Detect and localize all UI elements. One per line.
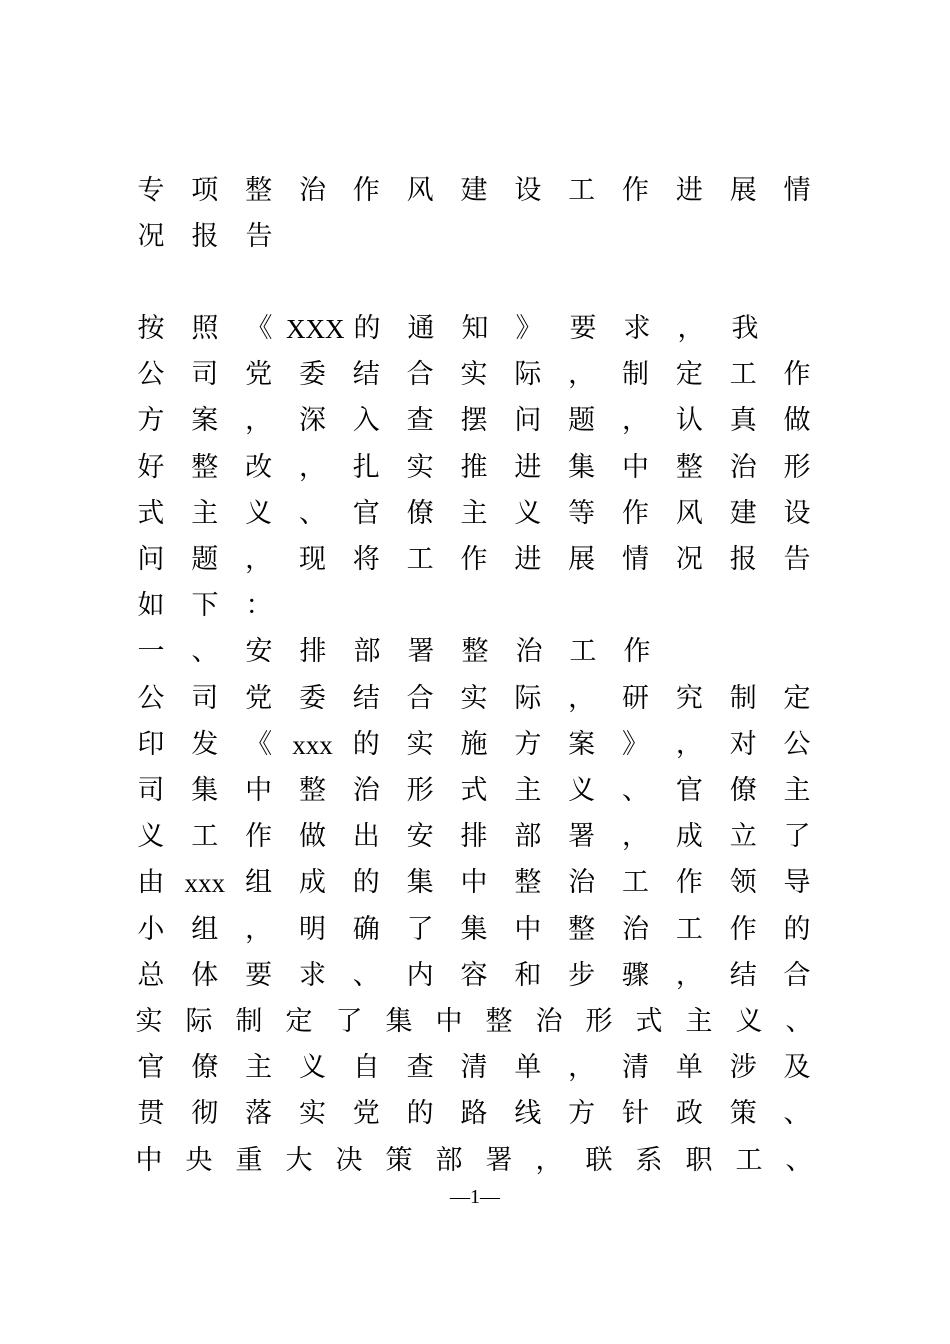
text-glyph: 系 (635, 1144, 663, 1176)
text-glyph: 治 (352, 775, 380, 806)
text-glyph: 成 (298, 867, 326, 899)
title-line (124, 214, 824, 260)
text-glyph: 扎 (352, 451, 380, 483)
text-glyph: 告 (783, 544, 811, 575)
text-glyph: 工 (191, 821, 219, 853)
text-glyph: 实 (406, 728, 434, 760)
text-glyph: 组 (245, 867, 273, 899)
text-glyph: 自 (352, 1052, 380, 1084)
text-glyph: 结 (352, 359, 380, 391)
text-glyph: 真 (729, 405, 757, 437)
text-glyph: 作 (352, 175, 380, 206)
text-glyph: 义 (298, 1052, 326, 1084)
text-glyph: 僚 (729, 775, 757, 806)
text-glyph: 际 (514, 682, 542, 714)
text-glyph: 合 (406, 682, 434, 714)
text-glyph: 发 (191, 728, 219, 760)
text-glyph: 定 (675, 359, 703, 391)
text-glyph: 深 (298, 405, 326, 437)
body-line (124, 814, 824, 860)
text-glyph: 、 (783, 1098, 811, 1130)
text-glyph: 将 (352, 544, 380, 575)
text-glyph: 确 (352, 913, 380, 945)
text-glyph: 工 (735, 1144, 763, 1176)
text-glyph: 排 (460, 821, 488, 853)
text-glyph: 官 (352, 497, 380, 529)
text-glyph: 中 (514, 913, 542, 945)
text-glyph: 单 (514, 1052, 542, 1084)
text-glyph: 官 (675, 775, 703, 806)
text-glyph: 容 (460, 959, 488, 991)
text-glyph: 工 (729, 359, 757, 391)
text-glyph: ， (568, 682, 596, 714)
text-glyph: 展 (568, 544, 596, 575)
text-glyph: 案 (568, 728, 596, 760)
text-glyph: 制 (622, 359, 650, 391)
text-glyph: 委 (298, 682, 326, 714)
text-glyph: 职 (685, 1144, 713, 1176)
text-glyph: 的 (353, 313, 381, 344)
body-line (124, 491, 824, 537)
page-number: —1— (450, 1186, 500, 1208)
text-glyph: 印 (137, 728, 165, 760)
text-glyph: 专 (137, 175, 165, 206)
text-glyph: ， (675, 959, 703, 991)
text-glyph: 作 (623, 636, 651, 668)
text-glyph: 知 (461, 313, 489, 344)
text-glyph: 问 (514, 405, 542, 437)
body-line (124, 1091, 824, 1137)
body-line (124, 537, 824, 583)
text-glyph: 实 (135, 1006, 163, 1037)
body-line (124, 445, 824, 491)
text-glyph: 风 (406, 175, 434, 206)
text-glyph: 设 (783, 497, 811, 529)
text-glyph: 求 (298, 959, 326, 991)
text-glyph: 成 (675, 821, 703, 853)
text-glyph: 的 (406, 1098, 434, 1130)
text-glyph: 际 (514, 359, 542, 391)
text-glyph: 作 (622, 175, 650, 206)
text-glyph: 司 (191, 359, 219, 391)
text-glyph: XXX (286, 314, 345, 344)
text-glyph: 清 (622, 1052, 650, 1084)
text-glyph: 义 (568, 775, 596, 806)
text-glyph: 单 (675, 1052, 703, 1084)
text-glyph: 党 (352, 1098, 380, 1130)
text-glyph: 整 (461, 636, 489, 668)
text-glyph: 涉 (729, 1052, 757, 1084)
text-glyph: 进 (514, 451, 542, 483)
text-glyph: 、 (298, 497, 326, 529)
text-glyph: 由 (137, 867, 165, 899)
body-line (124, 1045, 824, 1091)
text-glyph: 委 (298, 359, 326, 391)
text-glyph: 进 (514, 544, 542, 575)
text-glyph: 制 (235, 1006, 263, 1037)
text-glyph: 风 (675, 497, 703, 529)
text-glyph: 整 (298, 775, 326, 806)
text-glyph: 中 (460, 867, 488, 899)
text-glyph: ： (245, 590, 273, 622)
text-glyph: 治 (535, 1006, 563, 1037)
text-glyph: 领 (729, 867, 757, 899)
text-glyph: 出 (352, 821, 380, 853)
text-glyph: 署 (485, 1144, 513, 1176)
text-glyph: 骤 (622, 959, 650, 991)
text-glyph: ， (245, 544, 273, 575)
text-glyph: 建 (460, 175, 488, 206)
text-glyph: 摆 (460, 405, 488, 437)
text-glyph: 结 (352, 682, 380, 714)
text-glyph: 况 (675, 544, 703, 575)
text-glyph: 了 (783, 821, 811, 853)
body-line (124, 860, 824, 906)
text-glyph: 公 (137, 359, 165, 391)
body-line (124, 999, 824, 1045)
text-glyph: 认 (675, 405, 703, 437)
text-glyph: 安 (406, 821, 434, 853)
text-glyph: 情 (783, 175, 811, 206)
text-glyph: ， (535, 1144, 563, 1176)
text-glyph: 求 (623, 313, 651, 344)
text-glyph: 现 (298, 544, 326, 575)
text-glyph: 题 (191, 544, 219, 575)
text-glyph: 小 (137, 913, 165, 945)
body-line (124, 629, 824, 675)
text-glyph: 作 (675, 867, 703, 899)
text-glyph: 义 (514, 497, 542, 529)
text-glyph: 工 (568, 175, 596, 206)
text-glyph: 、 (785, 1144, 813, 1176)
text-glyph: 形 (783, 451, 811, 483)
text-glyph: 入 (352, 405, 380, 437)
text-glyph: 案 (191, 405, 219, 437)
text-glyph: 组 (191, 913, 219, 945)
text-glyph: 了 (406, 913, 434, 945)
text-glyph: ， (622, 821, 650, 853)
text-glyph: 题 (568, 405, 596, 437)
text-glyph: 僚 (191, 1052, 219, 1084)
text-glyph: 方 (137, 405, 165, 437)
text-glyph: 等 (568, 497, 596, 529)
text-glyph: 中 (435, 1006, 463, 1037)
text-glyph: 重 (235, 1144, 263, 1176)
text-glyph: 工 (622, 867, 650, 899)
body-line (124, 398, 824, 444)
text-glyph: 主 (783, 775, 811, 806)
body-line (124, 583, 824, 629)
text-glyph: 合 (406, 359, 434, 391)
text-glyph: 部 (514, 821, 542, 853)
text-glyph: 、 (191, 636, 219, 668)
text-glyph: 通 (407, 313, 435, 344)
text-glyph: 主 (460, 497, 488, 529)
text-glyph: 研 (622, 682, 650, 714)
text-glyph: 报 (729, 544, 757, 575)
text-glyph: 式 (460, 775, 488, 806)
text-glyph: 联 (585, 1144, 613, 1176)
text-glyph: 如 (137, 590, 165, 622)
text-glyph: 下 (191, 590, 219, 622)
text-glyph: 主 (191, 497, 219, 529)
text-glyph: 问 (137, 544, 165, 575)
text-glyph: 定 (783, 682, 811, 714)
text-glyph: 内 (406, 959, 434, 991)
text-glyph: 作 (729, 913, 757, 945)
text-glyph: 明 (298, 913, 326, 945)
text-glyph: 要 (245, 959, 273, 991)
text-glyph: 设 (514, 175, 542, 206)
text-glyph: 集 (460, 913, 488, 945)
text-glyph: 方 (568, 1098, 596, 1130)
text-glyph: 义 (735, 1006, 763, 1037)
text-glyph: 实 (406, 451, 434, 483)
text-glyph: 官 (137, 1052, 165, 1084)
text-glyph: 》 (622, 728, 650, 760)
text-glyph: 主 (685, 1006, 713, 1037)
text-glyph: 建 (729, 497, 757, 529)
text-glyph: ， (245, 405, 273, 437)
text-glyph: 作 (245, 821, 273, 853)
body-line (124, 953, 824, 999)
text-glyph: 好 (137, 451, 165, 483)
text-glyph: 步 (568, 959, 596, 991)
text-glyph: 治 (729, 451, 757, 483)
text-glyph: 部 (435, 1144, 463, 1176)
text-glyph: 告 (245, 221, 273, 253)
text-glyph: 报 (191, 221, 219, 253)
text-glyph: 作 (783, 359, 811, 391)
text-glyph: 、 (622, 775, 650, 806)
text-glyph: 中 (622, 451, 650, 483)
text-glyph: 决 (335, 1144, 363, 1176)
text-glyph: 治 (568, 867, 596, 899)
body-line (124, 907, 824, 953)
text-glyph: 制 (729, 682, 757, 714)
text-glyph: 和 (514, 959, 542, 991)
text-glyph: 彻 (191, 1098, 219, 1130)
text-glyph: 情 (622, 544, 650, 575)
text-glyph: 集 (191, 775, 219, 806)
text-glyph: 》 (515, 313, 543, 344)
text-glyph: 工 (569, 636, 597, 668)
text-glyph: ， (245, 913, 273, 945)
text-glyph: 司 (137, 775, 165, 806)
text-glyph: 主 (245, 1052, 273, 1084)
text-glyph: 整 (191, 451, 219, 483)
text-glyph: 体 (191, 959, 219, 991)
text-glyph: 整 (245, 175, 273, 206)
text-glyph: 进 (675, 175, 703, 206)
text-glyph: 央 (185, 1144, 213, 1176)
text-glyph: ， (677, 313, 705, 344)
text-glyph: 路 (460, 1098, 488, 1130)
text-glyph: ， (568, 1052, 596, 1084)
text-glyph: 治 (298, 175, 326, 206)
text-glyph: 中 (135, 1144, 163, 1176)
text-glyph: xxx (292, 729, 333, 760)
text-glyph: 策 (729, 1098, 757, 1130)
text-glyph: 、 (352, 959, 380, 991)
text-glyph: 况 (137, 221, 165, 253)
text-glyph: 实 (460, 682, 488, 714)
text-glyph: 义 (245, 497, 273, 529)
text-glyph: 策 (385, 1144, 413, 1176)
text-glyph: 结 (729, 959, 757, 991)
body-line (124, 722, 824, 768)
text-glyph: 治 (515, 636, 543, 668)
text-glyph: ， (568, 359, 596, 391)
text-glyph: 《 (245, 313, 273, 344)
text-glyph: 按 (137, 313, 165, 344)
text-glyph: 义 (137, 821, 165, 853)
text-glyph: 的 (783, 913, 811, 945)
text-glyph: 的 (352, 728, 380, 760)
text-glyph: 式 (137, 497, 165, 529)
text-glyph: ， (298, 451, 326, 483)
text-glyph: 整 (514, 867, 542, 899)
text-glyph: 署 (407, 636, 435, 668)
body-line (124, 306, 824, 352)
text-glyph: 主 (514, 775, 542, 806)
text-glyph: 究 (675, 682, 703, 714)
text-glyph: 司 (191, 682, 219, 714)
text-glyph: ， (675, 728, 703, 760)
text-glyph: 做 (298, 821, 326, 853)
text-glyph: 际 (185, 1006, 213, 1037)
text-glyph: 僚 (406, 497, 434, 529)
text-glyph: 照 (191, 313, 219, 344)
text-glyph: 形 (585, 1006, 613, 1037)
text-glyph: 查 (406, 1052, 434, 1084)
text-glyph: 实 (298, 1098, 326, 1130)
text-glyph: 项 (191, 175, 219, 206)
text-glyph: 要 (569, 313, 597, 344)
text-glyph: 治 (622, 913, 650, 945)
text-glyph: 落 (245, 1098, 273, 1130)
text-glyph: 清 (460, 1052, 488, 1084)
text-glyph: 做 (783, 405, 811, 437)
text-glyph: 《 (245, 728, 273, 760)
text-glyph: 线 (514, 1098, 542, 1130)
body-line (124, 768, 824, 814)
text-glyph: 对 (729, 728, 757, 760)
body-line (124, 676, 824, 722)
text-glyph: 集 (385, 1006, 413, 1037)
text-glyph: 党 (245, 359, 273, 391)
text-glyph: 整 (568, 913, 596, 945)
body-line (124, 1138, 824, 1184)
text-glyph: 工 (406, 544, 434, 575)
text-glyph: 政 (675, 1098, 703, 1130)
text-glyph: 作 (622, 497, 650, 529)
text-glyph: xxx (184, 868, 226, 899)
text-glyph: 大 (285, 1144, 313, 1176)
text-glyph: 合 (783, 959, 811, 991)
text-glyph: 我 (731, 313, 759, 344)
text-glyph: 实 (460, 359, 488, 391)
text-glyph: 施 (460, 728, 488, 760)
text-glyph: 立 (729, 821, 757, 853)
title-line (124, 168, 824, 214)
body-line (124, 352, 824, 398)
text-glyph: 了 (335, 1006, 363, 1037)
text-glyph: 式 (635, 1006, 663, 1037)
text-glyph: 一 (137, 636, 165, 668)
text-glyph: 集 (406, 867, 434, 899)
text-glyph: 针 (622, 1098, 650, 1130)
text-glyph: 、 (785, 1006, 813, 1037)
text-glyph: 形 (406, 775, 434, 806)
text-glyph: 整 (675, 451, 703, 483)
text-glyph: 工 (675, 913, 703, 945)
text-glyph: 展 (729, 175, 757, 206)
text-glyph: 查 (406, 405, 434, 437)
text-glyph: 安 (245, 636, 273, 668)
text-glyph: 导 (783, 867, 811, 899)
text-glyph: 推 (460, 451, 488, 483)
text-glyph: 总 (137, 959, 165, 991)
text-glyph: 公 (783, 728, 811, 760)
text-glyph: 作 (460, 544, 488, 575)
text-glyph: 党 (245, 682, 273, 714)
text-glyph: 部 (353, 636, 381, 668)
text-glyph: 公 (137, 682, 165, 714)
text-glyph: 定 (285, 1006, 313, 1037)
text-glyph: 集 (568, 451, 596, 483)
text-glyph: 排 (299, 636, 327, 668)
text-glyph: ， (622, 405, 650, 437)
text-glyph: 署 (568, 821, 596, 853)
text-glyph: 及 (783, 1052, 811, 1084)
text-glyph: 中 (245, 775, 273, 806)
text-glyph: 改 (245, 451, 273, 483)
text-glyph: 贯 (137, 1098, 165, 1130)
text-glyph: 的 (352, 867, 380, 899)
text-glyph: 整 (485, 1006, 513, 1037)
text-glyph: 方 (514, 728, 542, 760)
